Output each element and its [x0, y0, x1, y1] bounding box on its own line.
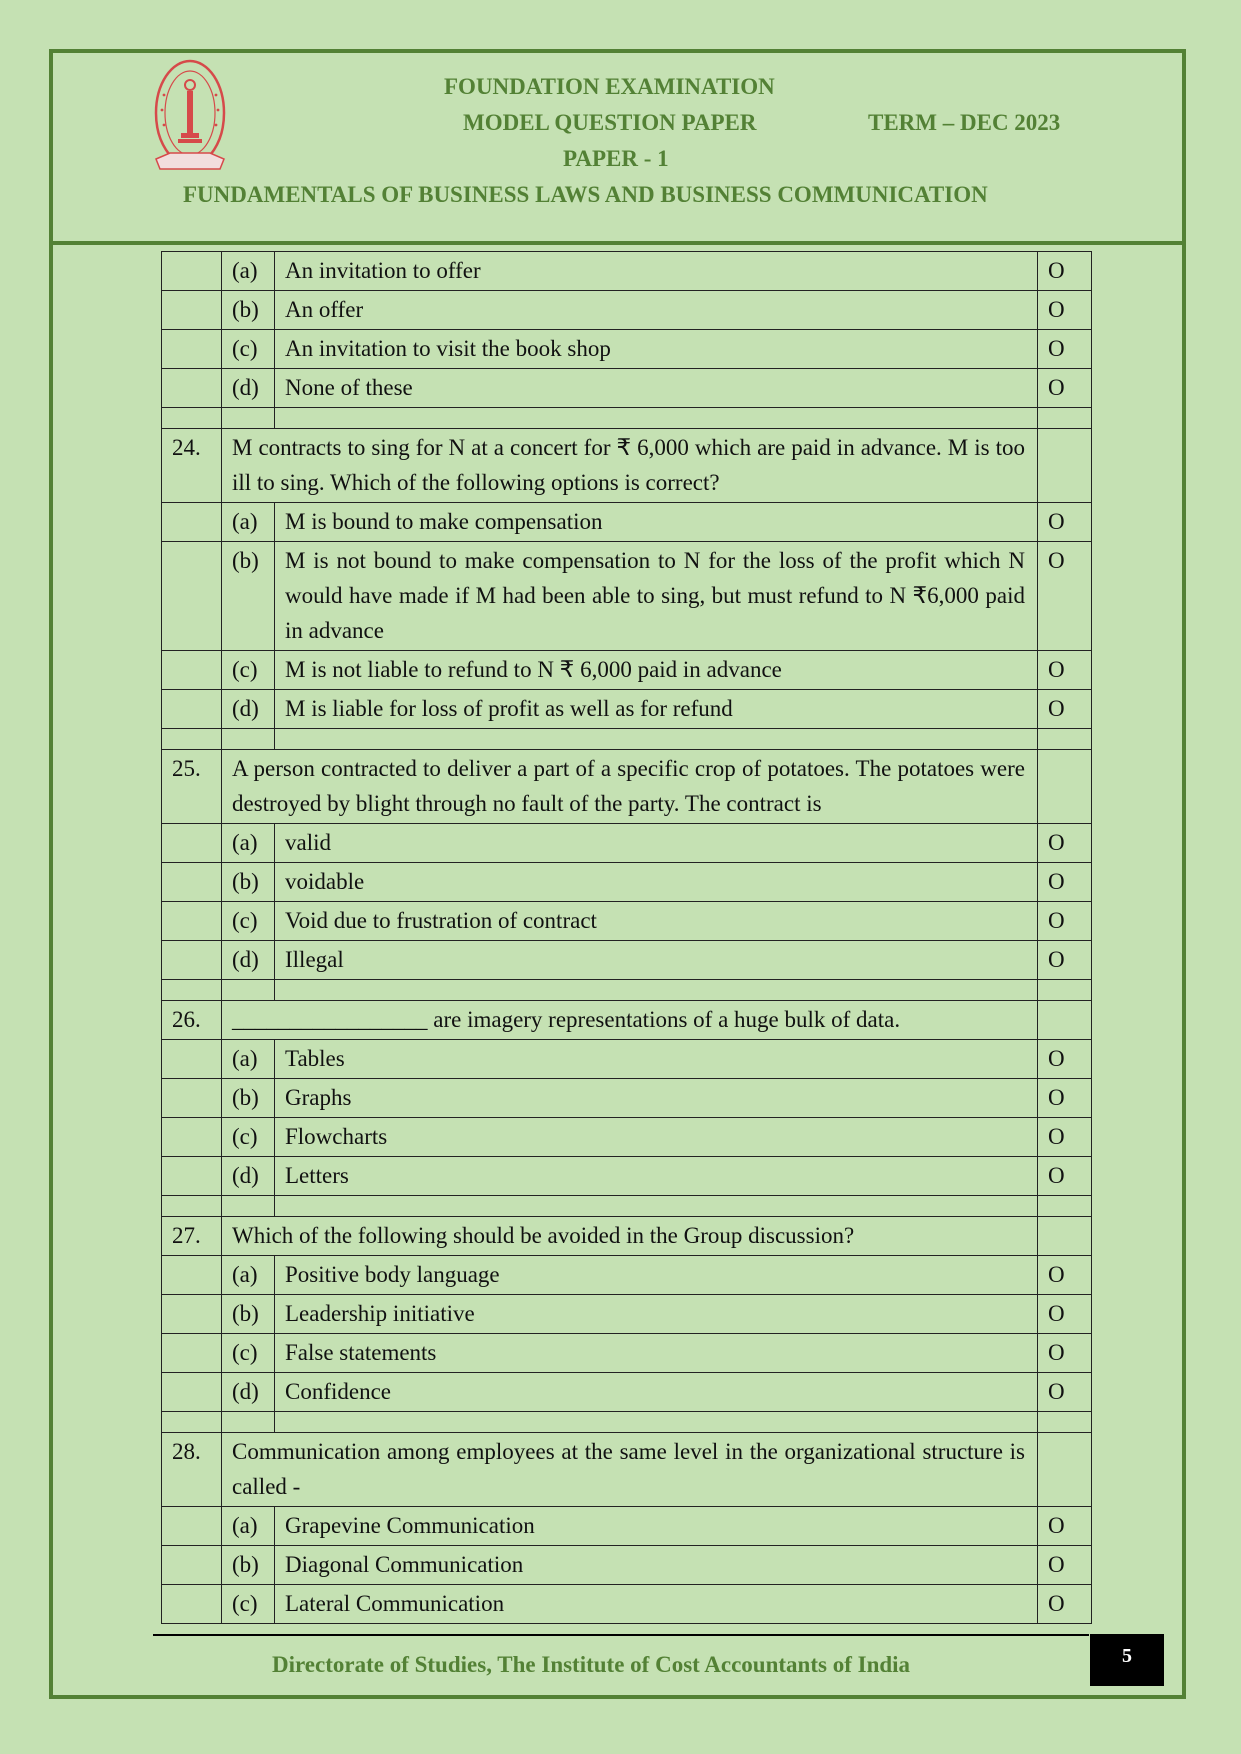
option-text: voidable	[275, 863, 1038, 902]
spacer-cell	[162, 980, 222, 1001]
option-row	[162, 1157, 1092, 1196]
option-text: Tables	[275, 1040, 1038, 1079]
option-label: (a)	[222, 824, 275, 863]
answer-circle[interactable]: O	[1038, 902, 1092, 941]
number-cell	[162, 542, 222, 651]
answer-cell	[1038, 1433, 1092, 1507]
question-row	[162, 1433, 1092, 1507]
answer-circle[interactable]: O	[1038, 252, 1092, 291]
question-number: 25.	[162, 750, 222, 824]
option-text: An offer	[275, 291, 1038, 330]
question-row	[162, 750, 1092, 824]
spacer-row	[162, 729, 1092, 750]
number-cell	[162, 690, 222, 729]
option-row	[162, 863, 1092, 902]
answer-circle[interactable]: O	[1038, 369, 1092, 408]
spacer-cell	[222, 1412, 275, 1433]
answer-circle[interactable]: O	[1038, 1256, 1092, 1295]
option-label: (a)	[222, 1507, 275, 1546]
option-text: An invitation to visit the book shop	[275, 330, 1038, 369]
option-label: (c)	[222, 1334, 275, 1373]
spacer-cell	[222, 408, 275, 429]
option-row	[162, 503, 1092, 542]
answer-circle[interactable]: O	[1038, 1546, 1092, 1585]
question-number: 26.	[162, 1001, 222, 1040]
answer-circle[interactable]: O	[1038, 863, 1092, 902]
institute-emblem-icon	[150, 55, 230, 185]
question-row	[162, 429, 1092, 503]
question-row	[162, 1217, 1092, 1256]
question-text: A person contracted to deliver a part of a specific crop of potatoes. The potatoes were destroyed by blight through no fault of the party. The contract is	[222, 750, 1038, 824]
option-text: Diagonal Communication	[275, 1546, 1038, 1585]
option-label: (a)	[222, 1256, 275, 1295]
option-text: None of these	[275, 369, 1038, 408]
option-label: (b)	[222, 863, 275, 902]
spacer-row	[162, 408, 1092, 429]
question-row	[162, 1001, 1092, 1040]
spacer-cell	[222, 729, 275, 750]
option-label: (c)	[222, 1585, 275, 1624]
number-cell	[162, 1334, 222, 1373]
page-number: 5	[1090, 1634, 1164, 1686]
number-cell	[162, 1295, 222, 1334]
question-text: M contracts to sing for N at a concert for ₹ 6,000 which are paid in advance. M is too ill to sing. Which of the following options is correct?	[222, 429, 1038, 503]
answer-cell	[1038, 750, 1092, 824]
spacer-cell	[275, 980, 1038, 1001]
question-text: Communication among employees at the same level in the organizational structure is called -	[222, 1433, 1038, 1507]
option-label: (b)	[222, 1079, 275, 1118]
option-text: valid	[275, 824, 1038, 863]
spacer-cell	[1038, 408, 1092, 429]
number-cell	[162, 824, 222, 863]
option-label: (c)	[222, 902, 275, 941]
option-row	[162, 1256, 1092, 1295]
option-label: (c)	[222, 330, 275, 369]
option-text: Confidence	[275, 1373, 1038, 1412]
answer-circle[interactable]: O	[1038, 1040, 1092, 1079]
answer-circle[interactable]: O	[1038, 690, 1092, 729]
option-row	[162, 1334, 1092, 1373]
number-cell	[162, 1157, 222, 1196]
number-cell	[162, 863, 222, 902]
answer-circle[interactable]: O	[1038, 330, 1092, 369]
header-divider	[49, 241, 1186, 245]
number-cell	[162, 330, 222, 369]
answer-circle[interactable]: O	[1038, 1585, 1092, 1624]
question-text: _________________ are imagery representations of a huge bulk of data.	[222, 1001, 1038, 1040]
question-text: Which of the following should be avoided in the Group discussion?	[222, 1217, 1038, 1256]
spacer-cell	[275, 729, 1038, 750]
option-text: Graphs	[275, 1079, 1038, 1118]
number-cell	[162, 651, 222, 690]
option-label: (d)	[222, 1373, 275, 1412]
option-text: M is not bound to make compensation to N for the loss of the profit which N would have made if M had been able to sing, but must refund to N ₹6,000 paid in advance	[275, 542, 1038, 651]
spacer-cell	[275, 1412, 1038, 1433]
answer-cell	[1038, 1001, 1092, 1040]
number-cell	[162, 902, 222, 941]
spacer-cell	[1038, 729, 1092, 750]
number-cell	[162, 1118, 222, 1157]
spacer-cell	[1038, 1412, 1092, 1433]
question-number: 28.	[162, 1433, 222, 1507]
option-text: Void due to frustration of contract	[275, 902, 1038, 941]
number-cell	[162, 1040, 222, 1079]
answer-circle[interactable]: O	[1038, 941, 1092, 980]
term-label: TERM – DEC 2023	[868, 110, 1061, 135]
option-label: (a)	[222, 503, 275, 542]
spacer-row	[162, 980, 1092, 1001]
option-row	[162, 369, 1092, 408]
option-text: M is bound to make compensation	[275, 503, 1038, 542]
option-row	[162, 252, 1092, 291]
spacer-cell	[1038, 1196, 1092, 1217]
spacer-cell	[162, 408, 222, 429]
answer-circle[interactable]: O	[1038, 1157, 1092, 1196]
number-cell	[162, 369, 222, 408]
number-cell	[162, 1256, 222, 1295]
number-cell	[162, 503, 222, 542]
answer-circle[interactable]: O	[1038, 1373, 1092, 1412]
option-text: M is not liable to refund to N ₹ 6,000 paid in advance	[275, 651, 1038, 690]
option-label: (b)	[222, 1295, 275, 1334]
option-row	[162, 330, 1092, 369]
answer-circle[interactable]: O	[1038, 1295, 1092, 1334]
option-label: (d)	[222, 690, 275, 729]
option-text: Flowcharts	[275, 1118, 1038, 1157]
spacer-row	[162, 1412, 1092, 1433]
option-label: (d)	[222, 369, 275, 408]
question-number: 24.	[162, 429, 222, 503]
paper-number: PAPER - 1	[563, 146, 669, 171]
answer-circle[interactable]: O	[1038, 1118, 1092, 1157]
option-label: (a)	[222, 252, 275, 291]
question-number: 27.	[162, 1217, 222, 1256]
option-row	[162, 291, 1092, 330]
footer-text: Directorate of Studies, The Institute of Cost Accountants of India	[272, 1652, 911, 1677]
answer-circle[interactable]: O	[1038, 651, 1092, 690]
number-cell	[162, 1373, 222, 1412]
option-text: Positive body language	[275, 1256, 1038, 1295]
option-row	[162, 1295, 1092, 1334]
option-row	[162, 1118, 1092, 1157]
spacer-cell	[1038, 980, 1092, 1001]
subject-title: FUNDAMENTALS OF BUSINESS LAWS AND BUSINESS COMMUNICATION	[183, 182, 988, 207]
footer-divider	[153, 1634, 1089, 1636]
option-text: Grapevine Communication	[275, 1507, 1038, 1546]
answer-circle[interactable]: O	[1038, 542, 1092, 651]
spacer-cell	[162, 729, 222, 750]
option-label: (c)	[222, 1118, 275, 1157]
option-row	[162, 542, 1092, 651]
option-label: (c)	[222, 651, 275, 690]
number-cell	[162, 252, 222, 291]
option-row	[162, 690, 1092, 729]
option-row	[162, 902, 1092, 941]
option-row	[162, 651, 1092, 690]
option-row	[162, 1040, 1092, 1079]
answer-circle[interactable]: O	[1038, 1334, 1092, 1373]
number-cell	[162, 291, 222, 330]
number-cell	[162, 941, 222, 980]
number-cell	[162, 1546, 222, 1585]
option-label: (d)	[222, 1157, 275, 1196]
option-text: False statements	[275, 1334, 1038, 1373]
answer-cell	[1038, 1217, 1092, 1256]
answer-cell	[1038, 429, 1092, 503]
option-text: M is liable for loss of profit as well as for refund	[275, 690, 1038, 729]
option-row	[162, 824, 1092, 863]
spacer-cell	[222, 1196, 275, 1217]
option-row	[162, 1507, 1092, 1546]
question-table	[161, 251, 1092, 1624]
paper-type: MODEL QUESTION PAPER	[463, 110, 757, 135]
option-label: (b)	[222, 542, 275, 651]
option-label: (d)	[222, 941, 275, 980]
answer-circle[interactable]: O	[1038, 1507, 1092, 1546]
option-row	[162, 1373, 1092, 1412]
exam-title: FOUNDATION EXAMINATION	[444, 74, 775, 99]
option-label: (b)	[222, 291, 275, 330]
number-cell	[162, 1507, 222, 1546]
answer-circle[interactable]: O	[1038, 503, 1092, 542]
spacer-cell	[162, 1412, 222, 1433]
answer-circle[interactable]: O	[1038, 1079, 1092, 1118]
answer-circle[interactable]: O	[1038, 824, 1092, 863]
option-text: Letters	[275, 1157, 1038, 1196]
number-cell	[162, 1585, 222, 1624]
option-text: An invitation to offer	[275, 252, 1038, 291]
option-text: Leadership initiative	[275, 1295, 1038, 1334]
option-label: (a)	[222, 1040, 275, 1079]
spacer-row	[162, 1196, 1092, 1217]
option-text: Illegal	[275, 941, 1038, 980]
spacer-cell	[275, 408, 1038, 429]
option-row	[162, 1079, 1092, 1118]
option-row	[162, 941, 1092, 980]
answer-circle[interactable]: O	[1038, 291, 1092, 330]
option-row	[162, 1546, 1092, 1585]
spacer-cell	[162, 1196, 222, 1217]
number-cell	[162, 1079, 222, 1118]
option-label: (b)	[222, 1546, 275, 1585]
option-row	[162, 1585, 1092, 1624]
option-text: Lateral Communication	[275, 1585, 1038, 1624]
spacer-cell	[275, 1196, 1038, 1217]
spacer-cell	[222, 980, 275, 1001]
